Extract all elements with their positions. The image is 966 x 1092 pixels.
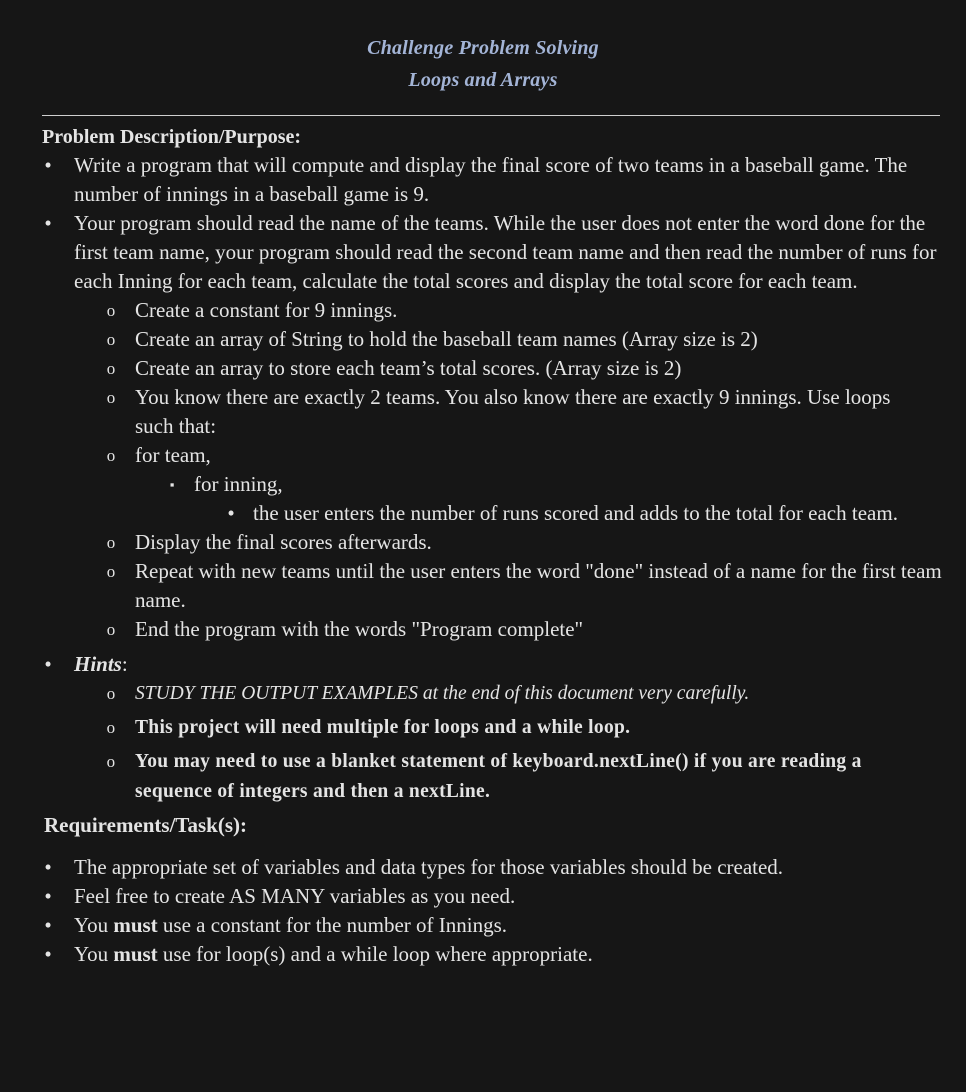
sub-item-text: Create an array to store each team’s total scores. (Array size is 2) <box>135 356 682 380</box>
requirement-text-post: use for loop(s) and a while loop where appropriate. <box>157 942 593 966</box>
list-item <box>42 325 942 354</box>
problem-bullet-2: Your program should read the name of the teams. While the user does not enter the word done for the first team name, your program should read the second team name and then read the number of runs for each Inning for each team, calculate the total scores and display the total score for each team. <box>74 211 937 293</box>
bullet-circle-icon: o <box>106 752 116 771</box>
list-item <box>42 557 942 615</box>
requirement-emphasis: must <box>113 942 158 966</box>
bullet-disc-icon: • <box>227 501 235 525</box>
sub-item-text: End the program with the words "Program complete" <box>135 617 584 641</box>
sub-item-text: Create an array of String to hold the baseball team names (Array size is 2) <box>135 327 758 351</box>
hint-text: You may need to use a blanket statement of keyboard.nextLine() if you are reading a sequence of integers and then a nextLine. <box>135 751 862 802</box>
list-item <box>42 940 942 969</box>
bullet-circle-icon: o <box>106 620 116 639</box>
requirement-text-pre: You <box>74 942 114 966</box>
bullet-disc-icon: • <box>44 153 52 177</box>
bullet-circle-icon: o <box>106 301 116 320</box>
bullet-disc-icon: • <box>44 913 52 937</box>
list-item <box>42 296 942 325</box>
bullet-circle-icon: o <box>106 330 116 349</box>
bullet-disc-icon: • <box>44 211 52 235</box>
problem-heading: Problem Description/Purpose: <box>42 126 302 148</box>
bullet-circle-icon: o <box>106 684 116 703</box>
list-item <box>42 853 942 882</box>
list-item <box>42 151 942 209</box>
bullet-circle-icon: o <box>106 718 116 737</box>
document-subtitle: Loops and Arrays <box>408 69 558 91</box>
document-title: Challenge Problem Solving <box>367 37 599 59</box>
list-item <box>42 470 942 499</box>
bullet-circle-icon: o <box>106 388 116 407</box>
horizontal-divider <box>42 115 940 116</box>
list-item <box>42 911 942 940</box>
list-item <box>42 499 942 528</box>
requirements-heading: Requirements/Task(s): <box>44 813 248 837</box>
list-item <box>42 650 942 679</box>
list-item <box>42 383 942 441</box>
hint-text: STUDY THE OUTPUT EXAMPLES at the end of this document very carefully. <box>135 683 750 704</box>
bullet-circle-icon: o <box>106 562 116 581</box>
deep-item-text: the user enters the number of runs scored and adds to the total for each team. <box>253 501 898 525</box>
bullet-square-icon: ▪ <box>169 477 175 492</box>
bullet-circle-icon: o <box>106 446 116 465</box>
list-item <box>42 528 942 557</box>
sub-sub-item-text: for inning, <box>194 472 283 496</box>
list-item <box>42 209 942 296</box>
document-header <box>0 0 966 96</box>
list-item <box>42 441 942 470</box>
requirement-text-pre: You <box>74 913 114 937</box>
bullet-disc-icon: • <box>44 652 52 676</box>
bullet-disc-icon: • <box>44 855 52 879</box>
problem-bullet-1: Write a program that will compute and display the final score of two teams in a baseball game. The number of innings in a baseball game is 9. <box>74 153 908 206</box>
document-body <box>42 123 942 969</box>
list-item <box>42 713 942 743</box>
bullet-disc-icon: • <box>44 884 52 908</box>
list-item <box>42 679 942 709</box>
hints-colon: : <box>121 652 128 676</box>
bullet-disc-icon: • <box>44 942 52 966</box>
list-item <box>42 354 942 383</box>
sub-item-text: Repeat with new teams until the user enters the word "done" instead of a name for the first team name. <box>135 559 942 612</box>
list-item <box>42 747 942 807</box>
requirement-text-post: use a constant for the number of Innings. <box>157 913 508 937</box>
list-item <box>42 882 942 911</box>
sub-item-text: Create a constant for 9 innings. <box>135 298 398 322</box>
hint-text: This project will need multiple for loops and a while loop. <box>135 717 631 738</box>
requirement-text: The appropriate set of variables and data types for those variables should be created. <box>74 855 784 879</box>
sub-item-text: You know there are exactly 2 teams. You also know there are exactly 9 innings. Use loops such that: <box>135 385 891 438</box>
sub-item-text: Display the final scores afterwards. <box>135 530 432 554</box>
requirement-emphasis: must <box>113 913 158 937</box>
list-item <box>42 615 942 644</box>
sub-item-text: for team, <box>135 443 211 467</box>
requirement-text: Feel free to create AS MANY variables as you need. <box>74 884 516 908</box>
hints-label: Hints <box>74 652 122 676</box>
bullet-circle-icon: o <box>106 359 116 378</box>
bullet-circle-icon: o <box>106 533 116 552</box>
